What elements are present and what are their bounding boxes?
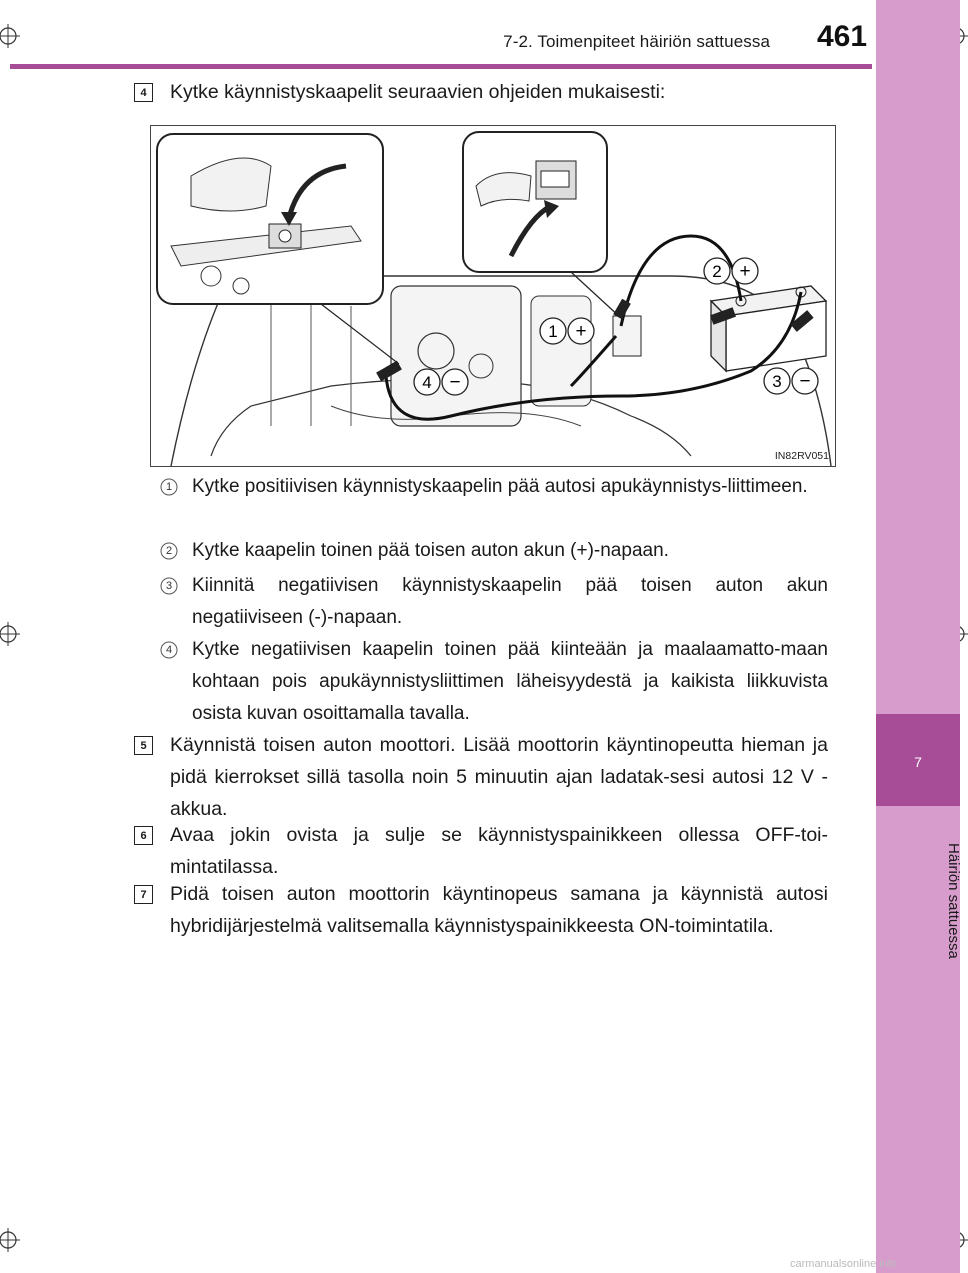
callout-1-label: 1 <box>548 322 558 341</box>
header-rule <box>10 64 872 69</box>
substep-text: Kiinnitä negatiivisen käynnistyskaapelin pää toisen auton akun negatiiviseen (-)-napaan. <box>192 575 828 628</box>
page-number: 461 <box>817 20 868 53</box>
callout-1-sign: + <box>575 321 587 342</box>
callout-4-sign: − <box>449 372 461 393</box>
step-number-badge: 7 <box>134 885 153 904</box>
figure-code: IN82RV051 <box>774 450 829 462</box>
step-text: Käynnistä toisen auton moottori. Lisää moottorin käyntinopeutta hieman ja pidä kierrokset sillä tasolla noin 5 minuutin ajan ladatak-sesi autosi 12 V -akkua. <box>170 734 828 820</box>
callout-3-label: 3 <box>772 372 782 391</box>
callout-2-label: 2 <box>712 262 722 281</box>
chapter-number: 7 <box>914 754 922 770</box>
step-number-badge: 6 <box>134 826 153 845</box>
engine-bay-illustration <box>150 125 836 467</box>
crop-mark-icon <box>0 1228 20 1252</box>
substep-number: 4 <box>160 641 178 659</box>
step-number-badge: 5 <box>134 736 153 755</box>
substep-text: Kytke negatiivisen kaapelin toinen pää kiinteään ja maalaamatto-maan kohtaan pois apukäynnistysliittimen läheisyydestä ja kaikista liikkuvista osista kuvan osoittamalla tavalla. <box>192 639 828 724</box>
substep-number: 3 <box>160 577 178 595</box>
step-text: Avaa jokin ovista ja sulje se käynnistyspainikkeen ollessa OFF-toi-mintatilassa. <box>170 824 828 878</box>
crop-mark-icon <box>0 622 20 646</box>
callout-4-label: 4 <box>422 373 432 392</box>
substep-text: Kytke positiivisen käynnistyskaapelin pää autosi apukäynnistys-liittimeen. <box>192 476 808 497</box>
callout-3-sign: − <box>799 371 811 392</box>
step-number-badge: 4 <box>134 83 153 102</box>
substep-text: Kytke kaapelin toinen pää toisen auton akun (+)-napaan. <box>192 540 669 561</box>
chapter-tab[interactable] <box>876 714 960 806</box>
jump-start-diagram <box>151 126 837 468</box>
crop-mark-icon <box>0 24 20 48</box>
chapter-label: Häiriön sattuessa <box>945 843 962 959</box>
callout-2-sign: + <box>739 261 751 282</box>
watermark: carmanualsonline.info <box>790 1258 898 1270</box>
substep-number: 2 <box>160 542 178 560</box>
side-tab <box>876 0 960 1273</box>
step-text: Kytke käynnistyskaapelit seuraavien ohjeiden mukaisesti: <box>170 81 666 103</box>
section-title: 7-2. Toimenpiteet häiriön sattuessa <box>503 32 770 51</box>
step-text: Pidä toisen auton moottorin käyntinopeus samana ja käynnistä autosi hybridijärjestelmä valitsemalla käynnistyspainikkeesta ON-toimintatila. <box>170 883 828 937</box>
substep-number: 1 <box>160 478 178 496</box>
